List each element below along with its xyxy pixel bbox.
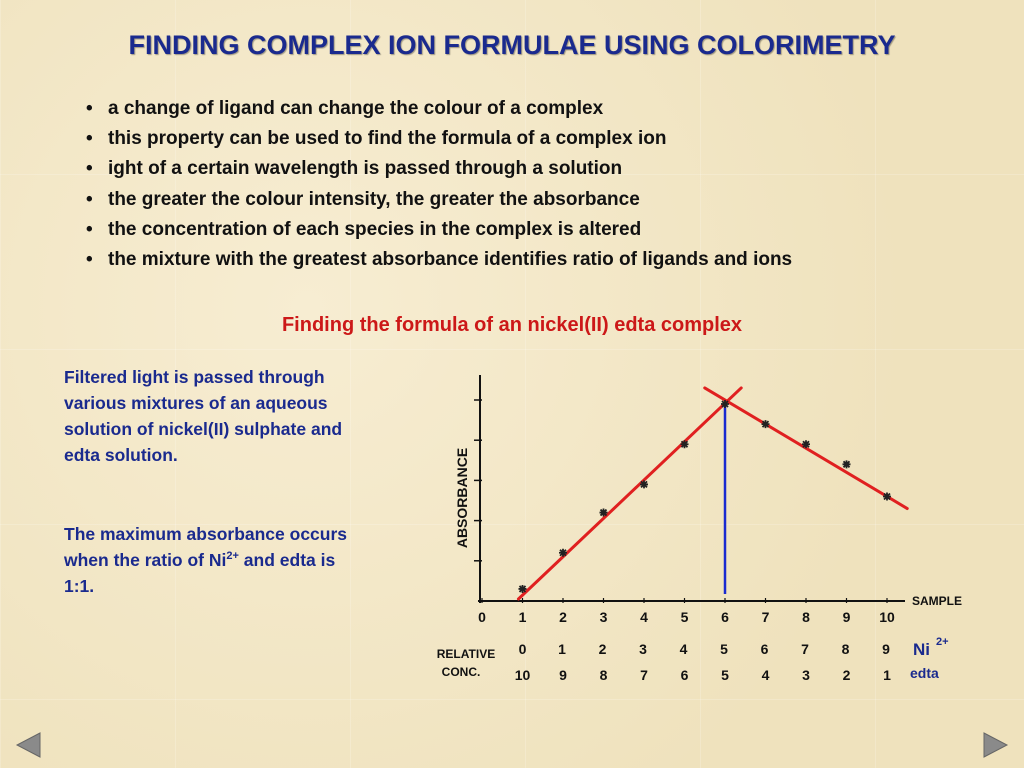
ni-value: 8 — [841, 641, 850, 657]
edta-value: 10 — [514, 667, 531, 683]
bullet-text: the concentration of each species in the complex is altered — [108, 218, 642, 240]
x-tick-label: 8 — [802, 609, 810, 625]
chart-axes — [478, 375, 905, 603]
edta-label: edta — [910, 665, 939, 681]
data-point — [559, 549, 567, 557]
bullet-item: • ight of a certain wavelength is passed through a solution — [86, 158, 623, 180]
data-point — [640, 480, 648, 488]
next-arrow-icon[interactable] — [980, 730, 1010, 760]
relative-conc-label-line2: CONC. — [441, 665, 481, 679]
y-axis-label: ABSORBANCE — [454, 447, 470, 549]
bullet-item: • this property can be used to find the formula of a complex ion — [86, 128, 667, 150]
fit-lines — [518, 388, 907, 599]
slide-title: FINDING COMPLEX ION FORMULAE USING COLORIMETRY — [128, 30, 896, 60]
x-tick-label: 6 — [721, 609, 729, 625]
edta-value: 4 — [761, 667, 770, 683]
bullet-item: • the concentration of each species in the complex is altered — [86, 218, 642, 240]
bullet-item: • the mixture with the greatest absorbance identifies ratio of ligands and ions — [86, 248, 793, 270]
relative-conc-label-line1: RELATIVE — [436, 647, 496, 661]
ni-values-row — [519, 641, 891, 657]
ni-value: 3 — [639, 641, 647, 657]
data-point — [883, 492, 891, 500]
edta-value: 1 — [883, 667, 891, 683]
ni-value: 0 — [518, 641, 527, 657]
edta-values-row — [515, 667, 891, 683]
edta-value: 2 — [842, 667, 851, 683]
data-point — [762, 420, 770, 428]
ni-value: 9 — [882, 641, 890, 657]
x-tick-label: 4 — [640, 609, 648, 625]
x-tick-label: 9 — [842, 609, 851, 625]
chart-subtitle: Finding the formula of an nickel(II) edta complex — [281, 314, 743, 336]
ni-value: 6 — [760, 641, 769, 657]
edta-value: 3 — [802, 667, 810, 683]
fit-line — [518, 388, 741, 599]
bullet-item: • the greater the colour intensity, the greater the absorbance — [86, 188, 640, 210]
bullet-text: this property can be used to find the formula of a complex ion — [108, 128, 667, 150]
ni-charge-label: 2+ — [936, 636, 949, 648]
conclusion-end: and edta is 1:1. — [64, 550, 336, 596]
x-tick-label: 5 — [680, 609, 689, 625]
ni-value: 4 — [679, 641, 688, 657]
edta-value: 9 — [559, 667, 567, 683]
bullet-text: ight of a certain wavelength is passed through a solution — [108, 158, 623, 180]
x-tick-label: 2 — [559, 609, 567, 625]
edta-value: 6 — [680, 667, 689, 683]
x-tick-label: 7 — [761, 609, 770, 625]
bullet-text: the mixture with the greatest absorbance identifies ratio of ligands and ions — [108, 248, 793, 270]
data-point — [843, 460, 851, 468]
ni-value: 1 — [558, 641, 566, 657]
x-tick-labels — [478, 598, 895, 625]
prev-arrow-icon[interactable] — [14, 730, 44, 760]
bullet-item: • a change of ligand can change the colour of a complex — [86, 98, 604, 119]
bullet-text: the greater the colour intensity, the greater the absorbance — [108, 188, 640, 210]
explanation-paragraph: Filtered light is passed through various mixtures of an aqueous solution of nickel(II) sulphate and edta solution. — [64, 367, 343, 465]
data-point — [721, 400, 729, 408]
x-tick-label: 0 — [478, 609, 486, 625]
data-point — [681, 440, 689, 448]
conclusion-text: The maximum absorbance occurs when the ratio of Ni — [64, 524, 348, 570]
bullet-text: a change of ligand can change the colour of a complex — [108, 98, 604, 119]
data-points — [519, 400, 892, 593]
data-point — [600, 509, 608, 517]
x-tick-label: 10 — [879, 609, 895, 625]
data-point — [519, 585, 527, 593]
edta-value: 8 — [599, 667, 608, 683]
edta-value: 5 — [721, 667, 729, 683]
x-axis-label: SAMPLE — [912, 594, 963, 608]
edta-value: 7 — [640, 667, 648, 683]
ni-value: 2 — [598, 641, 607, 657]
x-tick-label: 3 — [599, 609, 608, 625]
charge-superscript: 2+ — [226, 550, 239, 563]
ni-label: Ni — [913, 640, 930, 659]
fit-line — [705, 388, 908, 509]
ni-value: 5 — [720, 641, 728, 657]
ni-value: 7 — [801, 641, 809, 657]
data-point — [802, 440, 810, 448]
x-tick-label: 1 — [518, 609, 527, 625]
